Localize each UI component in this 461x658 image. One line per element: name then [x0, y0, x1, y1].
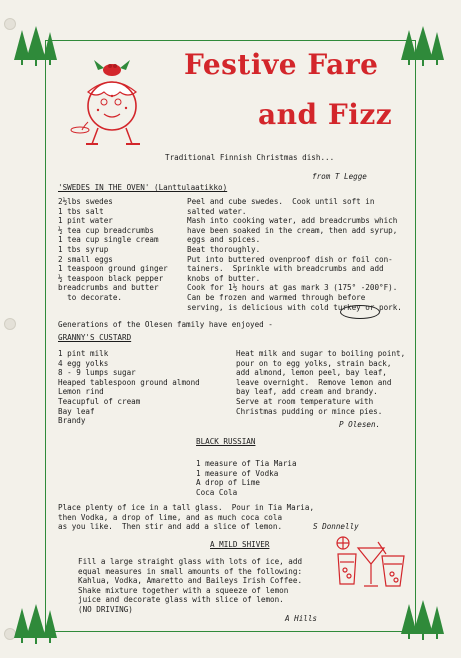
ingredient-line: Lemon rind — [58, 387, 104, 397]
christmas-tree-icon — [399, 26, 447, 68]
ingredient-line: A drop of Lime — [196, 478, 261, 488]
ingredient-line: 2 small eggs — [58, 254, 113, 264]
mild-shiver-heading: A MILD SHIVER — [210, 540, 270, 549]
olesen-intro: Generations of the Olesen family have enjoyed - — [58, 320, 273, 329]
swedes-heading: 'SWEDES IN THE OVEN' (Lanttulaatikko) — [58, 183, 228, 192]
intro-text: Traditional Finnish Christmas dish... — [165, 153, 335, 162]
method-line: as you like. Then stir and add a slice of lemon. — [58, 522, 283, 532]
ingredient-line: ½ tea cup breadcrumbs — [58, 225, 155, 235]
method-line: Cook for 1½ hours at gas mark 3 (175° -200°F). — [187, 283, 398, 293]
method-line: add almond, lemon peel, bay leaf, — [236, 368, 387, 378]
ingredient-line: 1 tbs syrup — [58, 244, 109, 254]
method-line: knobs of butter. — [187, 273, 261, 283]
punch-hole — [4, 318, 16, 330]
method-line: Place plenty of ice in a tall glass. Pour in Tia Maria, — [58, 503, 315, 512]
black-russian-method — [58, 503, 314, 532]
method-line: serving, is delicious with cold turkey or pork. — [187, 302, 402, 312]
method-line: Fill a large straight glass with lots of ice, add — [78, 557, 303, 566]
method-line: Shake mixture together with a squeeze of lemon — [78, 585, 289, 595]
method-line: eggs and spices. — [187, 235, 261, 245]
ingredient-line: Teacupful of cream — [58, 396, 141, 406]
method-line: juice and decorate glass with slice of lemon. — [78, 595, 284, 605]
ingredient-line: 1 tbs salt — [58, 206, 104, 216]
ingredient-line: Coca Cola — [196, 487, 238, 497]
ingredient-line: 8 - 9 lumps sugar — [58, 368, 136, 378]
cocktail-glasses-icon — [334, 534, 410, 596]
method-line: have been soaked in the cream, then add syrup, — [187, 225, 398, 235]
method-line: Mash into cooking water, add breadcrumbs which — [187, 216, 398, 226]
ingredient-line: 1 tea cup single cream — [58, 235, 159, 245]
black-russian-heading: BLACK RUSSIAN — [196, 437, 256, 446]
method-line: pour on to egg yolks, strain back, — [236, 358, 392, 368]
ingredient-line: Brandy — [58, 416, 86, 426]
ingredient-line: 2½lbs swedes — [58, 197, 113, 206]
ingredient-line: 1 measure of Vodka — [196, 468, 279, 478]
black-russian-ingredients — [196, 459, 297, 497]
method-line: Serve at room temperature with — [236, 396, 374, 406]
intro-author: from T Legge — [312, 172, 367, 181]
ingredient-line: breadcrumbs and butter — [58, 283, 159, 293]
mild-shiver-text — [78, 557, 302, 615]
method-line: equal measures in small amounts of the following: — [78, 566, 303, 576]
method-line: Heat milk and sugar to boiling point, — [236, 349, 406, 358]
method-line: salted water. — [187, 206, 247, 216]
ingredient-line: Bay leaf — [58, 406, 95, 416]
custard-author: P Olesen. — [339, 420, 381, 429]
christmas-pudding-icon — [68, 58, 156, 156]
method-line: Christmas pudding or mince pies. — [236, 406, 383, 416]
ingredient-line: 1 teaspoon ground ginger — [58, 264, 168, 274]
method-line: Can be frozen and warmed through before — [187, 292, 366, 302]
temperature-circle — [340, 305, 380, 319]
ingredient-line: Heaped tablespoon ground almond — [58, 377, 200, 387]
method-line: then Vodka, a drop of lime, and as much coca cola — [58, 512, 283, 522]
ingredient-line: 1 pint milk — [58, 349, 109, 358]
method-line: tainers. Sprinkle with breadcrumbs and add — [187, 264, 384, 274]
custard-ingredients — [58, 349, 200, 426]
method-line: bay leaf, add cream and brandy. — [236, 387, 378, 397]
christmas-tree-icon — [12, 604, 60, 646]
mild-shiver-author: A Hills — [285, 614, 318, 623]
swedes-method — [187, 197, 402, 312]
method-line: leave overnight. Remove lemon and — [236, 377, 392, 387]
page-subtitle: and Fizz — [258, 98, 393, 131]
ingredient-line: 4 egg yolks — [58, 358, 109, 368]
swedes-ingredients — [58, 197, 168, 303]
method-line: Put into buttered ovenproof dish or foil con- — [187, 254, 393, 264]
black-russian-author: S Donnelly — [313, 522, 359, 531]
page-title: Festive Fare — [184, 48, 379, 81]
ingredient-line: to decorate. — [58, 292, 123, 302]
method-line: Kahlua, Vodka, Amaretto and Baileys Irish Coffee. — [78, 576, 303, 586]
method-line: Peel and cube swedes. Cook until soft in — [187, 197, 375, 206]
christmas-tree-icon — [399, 600, 447, 642]
custard-heading: GRANNY'S CUSTARD — [58, 333, 132, 342]
ingredient-line: 1 pint water — [58, 216, 113, 226]
ingredient-line: ½ teaspoon black pepper — [58, 273, 164, 283]
page-border-top — [45, 40, 416, 41]
christmas-tree-icon — [12, 26, 60, 68]
method-line: (NO DRIVING) — [78, 604, 133, 614]
custard-method — [236, 349, 405, 416]
page-border-bottom — [45, 631, 416, 632]
ingredient-line: 1 measure of Tia Maria — [196, 459, 297, 468]
method-line: Beat thoroughly. — [187, 244, 261, 254]
